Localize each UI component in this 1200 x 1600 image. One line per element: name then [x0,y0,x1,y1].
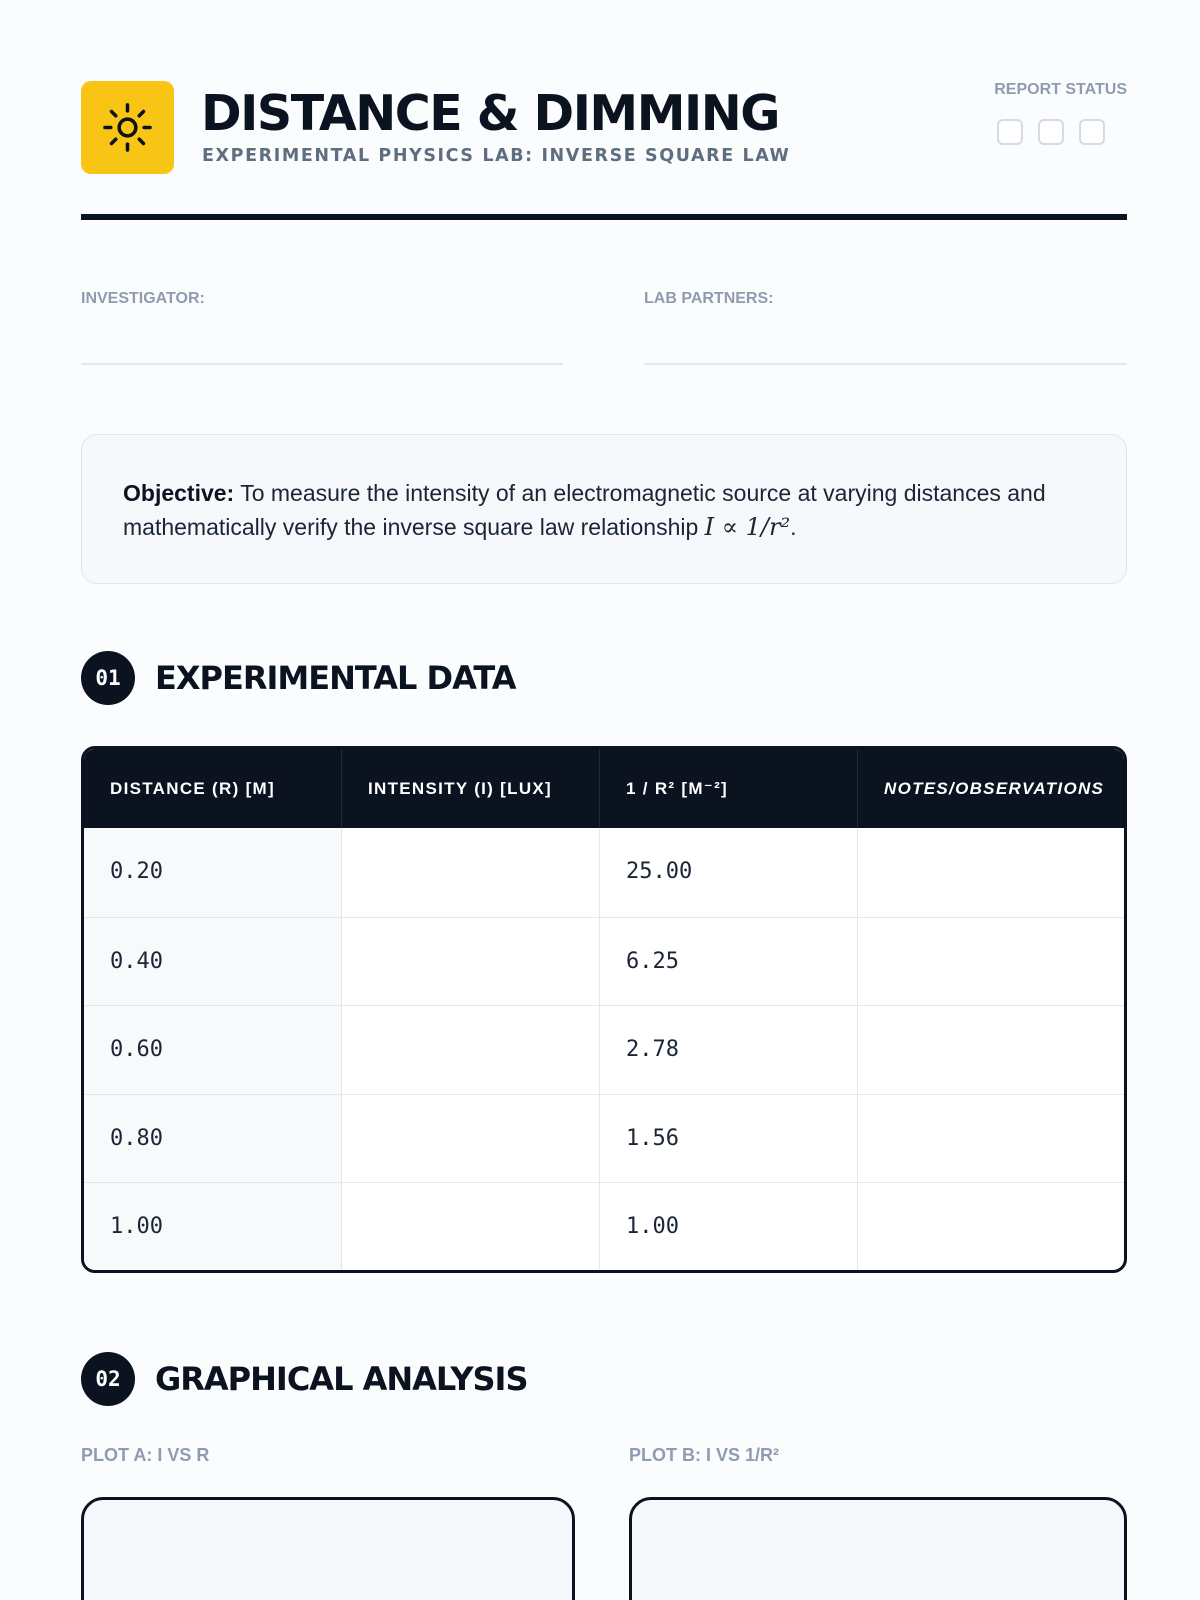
objective-text: Objective: To measure the intensity of an electromagnetic source at varying distances and mathematically verify the inverse square law relationship I ∝ 1/r². [123,480,1046,541]
distance-cell: 1.00 [84,1183,342,1271]
report-status-label: REPORT STATUS [994,81,1127,98]
intensity-cell[interactable] [342,1183,600,1271]
table-row [84,1182,1124,1271]
page-subtitle: EXPERIMENTAL PHYSICS LAB: INVERSE SQUARE LAW [202,146,791,166]
distance-cell: 0.80 [84,1095,342,1183]
header-divider [81,214,1127,220]
section-number-badge: 02 [81,1352,135,1406]
intensity-cell[interactable] [342,828,600,917]
distance-cell: 0.20 [84,828,342,917]
logo-badge [81,81,174,174]
page-title: DISTANCE & DIMMING [201,85,779,142]
inverse-square-cell: 25.00 [600,828,858,917]
status-checkbox-group [997,119,1105,145]
table-row [84,917,1124,1006]
notes-cell[interactable] [858,1095,1124,1183]
col-header-notes: NOTES/OBSERVATIONS [884,779,1105,798]
intensity-cell[interactable] [342,918,600,1006]
table-row [84,1094,1124,1183]
investigator-underline [81,363,563,365]
lab-report-page [81,0,1127,1465]
objective-body: To measure the intensity of an electromagnetic source at varying distances and mathematically verify the inverse square law relationship [123,480,1046,540]
objective-box [81,434,1127,584]
notes-cell[interactable] [858,828,1124,917]
section-number-badge: 01 [81,651,135,705]
table-body [84,828,1124,1271]
inverse-square-cell: 1.00 [600,1183,858,1271]
status-checkbox-2[interactable] [1038,119,1064,145]
section-title: GRAPHICAL ANALYSIS [155,1360,528,1398]
participant-fields [81,290,1127,370]
col-header-distance: DISTANCE (R) [M] [84,749,342,828]
data-table [81,746,1127,1273]
intensity-cell[interactable] [342,1095,600,1183]
plot-b-area[interactable] [629,1497,1127,1600]
table-row [84,1005,1124,1094]
lab-partners-label: LAB PARTNERS: [644,290,774,307]
distance-cell: 0.60 [84,1006,342,1094]
status-checkbox-1[interactable] [997,119,1023,145]
inverse-square-cell: 1.56 [600,1095,858,1183]
distance-cell: 0.40 [84,918,342,1006]
status-checkbox-3[interactable] [1079,119,1105,145]
objective-label: Objective: [123,480,235,506]
plot-a-label: PLOT A: I VS R [81,1445,210,1465]
plot-a-area[interactable] [81,1497,575,1600]
investigator-label: INVESTIGATOR: [81,290,205,307]
lab-partners-underline [644,363,1127,365]
lab-partners-field[interactable] [644,290,1127,308]
inverse-square-cell: 2.78 [600,1006,858,1094]
sun-icon [102,102,153,153]
table-header [84,749,1124,828]
report-header [81,0,1127,220]
objective-formula: I ∝ 1/r² [704,513,791,541]
intensity-cell[interactable] [342,1006,600,1094]
table-row [84,828,1124,917]
col-header-intensity: INTENSITY (I) [LUX] [342,749,600,828]
inverse-square-cell: 6.25 [600,918,858,1006]
notes-cell[interactable] [858,1006,1124,1094]
notes-cell[interactable] [858,1183,1124,1271]
investigator-field[interactable] [81,290,563,308]
notes-cell[interactable] [858,918,1124,1006]
plot-b-label: PLOT B: I VS 1/R² [629,1445,780,1465]
col-header-inverse-square: 1 / R² [M⁻²] [600,749,858,828]
report-status [987,81,1127,99]
section-title: EXPERIMENTAL DATA [155,659,516,697]
